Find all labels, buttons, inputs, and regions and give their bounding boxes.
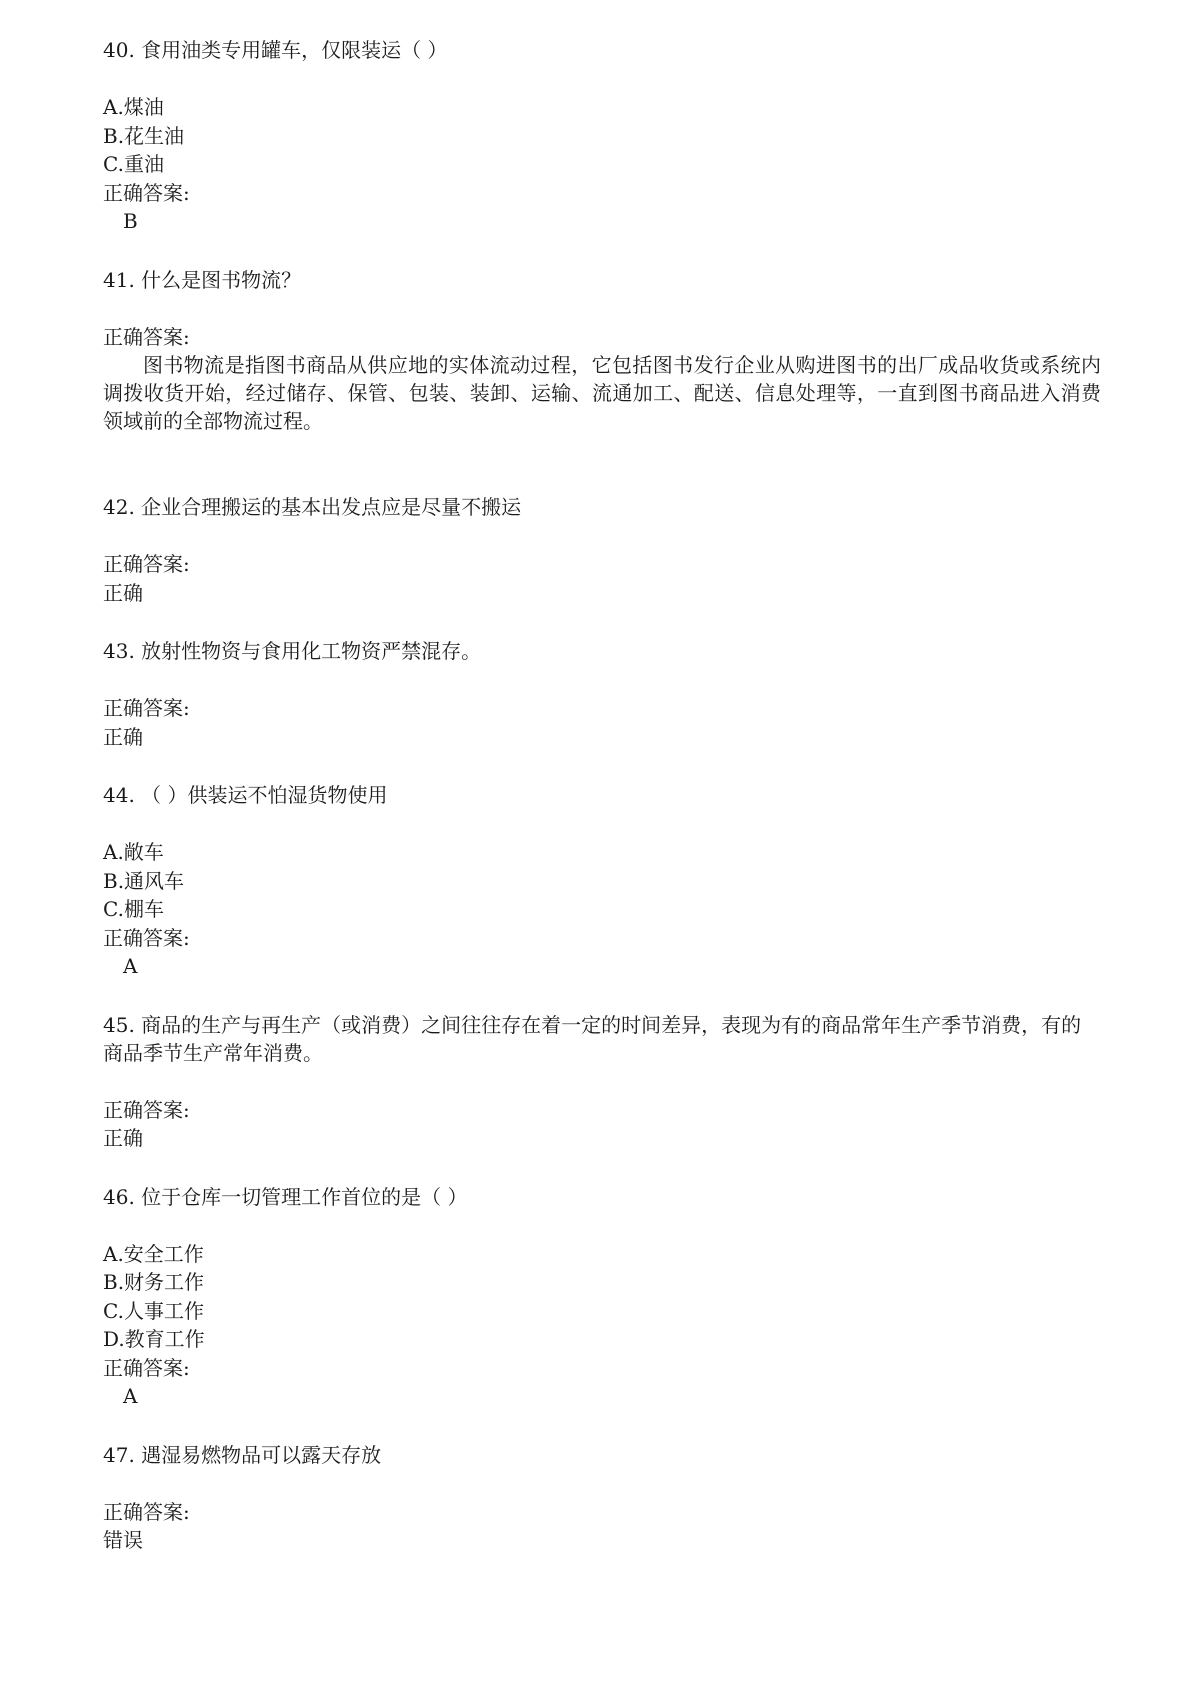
answer-value: 正确 xyxy=(103,580,143,605)
question-47 xyxy=(103,1441,1101,1555)
question-45 xyxy=(103,1011,1101,1153)
question-40 xyxy=(103,36,1101,236)
question-43 xyxy=(103,637,1101,751)
answer-label: 正确答案: xyxy=(103,324,190,349)
question-41 xyxy=(103,266,1101,436)
question-text: 42. 企业合理搬运的基本出发点应是尽量不搬运 xyxy=(103,495,522,519)
question-42 xyxy=(103,493,1101,607)
option-d: D.教育工作 xyxy=(103,1327,205,1351)
question-text: 40. 食用油类专用罐车，仅限装运（ ） xyxy=(103,38,448,62)
question-text: 41. 什么是图书物流？ xyxy=(103,267,302,292)
question-text: 45. 商品的生产与再生产（或消费）之间往往存在着一定的时间差异，表现为有的商品常年生产季节消费，有的商品季节生产常年消费。 xyxy=(103,1012,1082,1065)
option-c: C.人事工作 xyxy=(103,1298,204,1323)
question-text: 43. 放射性物资与食用化工物资严禁混存。 xyxy=(103,639,482,663)
answer-label: 正确答案: xyxy=(103,925,190,950)
answer-label: 正确答案: xyxy=(103,1097,190,1122)
question-44 xyxy=(103,781,1101,981)
answer-value: A xyxy=(123,1384,138,1408)
option-a: A.敞车 xyxy=(103,840,164,864)
option-a: A.煤油 xyxy=(103,95,164,119)
question-text: 44. （ ）供装运不怕湿货物使用 xyxy=(103,783,388,807)
option-b: B.通风车 xyxy=(103,868,185,893)
answer-value: A xyxy=(123,954,138,978)
option-b: B.财务工作 xyxy=(103,1270,205,1294)
answer-value: 正确 xyxy=(103,1126,143,1150)
answer-value: B xyxy=(123,209,138,233)
question-text: 46. 位于仓库一切管理工作首位的是（ ） xyxy=(103,1184,468,1209)
answer-label: 正确答案: xyxy=(103,180,190,205)
answer-value: 错误 xyxy=(103,1528,143,1552)
option-a: A.安全工作 xyxy=(103,1241,204,1266)
answer-value: 正确 xyxy=(103,724,143,749)
answer-label: 正确答案: xyxy=(103,1355,190,1380)
answer-label: 正确答案: xyxy=(103,696,190,720)
answer-label: 正确答案: xyxy=(103,1499,190,1524)
question-46 xyxy=(103,1183,1101,1411)
option-c: C.棚车 xyxy=(103,897,164,921)
question-text: 47. 遇湿易燃物品可以露天存放 xyxy=(103,1442,382,1467)
option-c: C.重油 xyxy=(103,152,164,176)
option-b: B.花生油 xyxy=(103,123,185,148)
answer-value: 图书物流是指图书商品从供应地的实体流动过程，它包括图书发行企业从购进图书的出厂成品收货或系统内调拨收货开始，经过储存、保管、包装、装卸、运输、流通加工、配送、信息处理等，一直到图书商品进入消费领域前的全部物流过程。 xyxy=(103,353,1101,433)
answer-label: 正确答案: xyxy=(103,552,190,576)
document-page xyxy=(103,36,1101,1555)
